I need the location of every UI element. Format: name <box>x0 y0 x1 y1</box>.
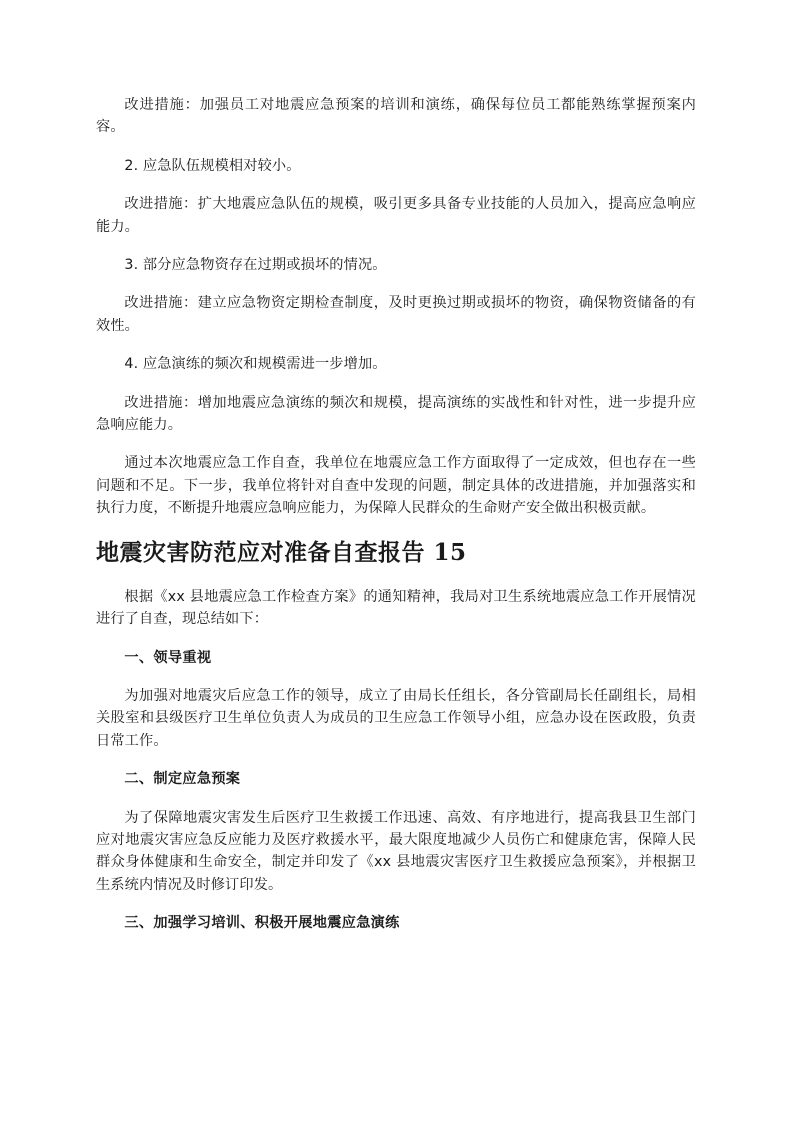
issue-item-3: 3. 部分应急物资存在过期或损坏的情况。 <box>124 257 387 274</box>
section-title: 地震灾害防范应对准备自查报告 15 <box>96 538 467 566</box>
sub-heading-leadership: 一、领导重视 <box>124 649 212 666</box>
sub-heading-training-drills: 三、加强学习培训、积极开展地震应急演练 <box>124 915 400 932</box>
improvement-measure-1: 改进措施：加强员工对地震应急预案的培训和演练，确保每位员工都能熟练掌握预案内容。 <box>96 97 696 136</box>
leadership-paragraph: 为加强对地震灾后应急工作的领导，成立了由局长任组长，各分管副局长任副组长，局相关股室和县级医疗卫生单位负责人为成员的卫生应急工作领导小组，应急办设在医政股，负责日常工作。 <box>96 687 696 749</box>
issue-item-4: 4. 应急演练的频次和规模需进一步增加。 <box>124 356 387 373</box>
conclusion-paragraph: 通过本次地震应急工作自查，我单位在地震应急工作方面取得了一定成效，但也存在一些问题和不足。下一步，我单位将针对自查中发现的问题，制定具体的改进措施，并加强落实和执行力度，不断提升地震应急响应能力，为保障人民群众的生命财产安全做出积极贡献。 <box>96 455 696 517</box>
section-intro: 根据《xx 县地震应急工作检查方案》的通知精神，我局对卫生系统地震应急工作开展情况进行了自查，现总结如下： <box>96 588 696 628</box>
improvement-measure-4: 改进措施：增加地震应急演练的频次和规模，提高演练的实战性和针对性，进一步提升应急响应能力。 <box>96 394 696 434</box>
issue-item-2: 2. 应急队伍规模相对较小。 <box>124 157 301 174</box>
document-page <box>96 94 696 951</box>
emergency-plan-paragraph: 为了保障地震灾害发生后医疗卫生救援工作迅速、高效、有序地进行，提高我县卫生部门应对地震灾害应急反应能力及医疗救援水平，最大限度地减少人员伤亡和健康危害，保障人民群众身体健康和生命安全，制定并印发了《xx 县地震灾害医疗卫生救援应急预案》，并根据卫生系统内情况及时修订印发。 <box>96 809 696 893</box>
improvement-measure-2: 改进措施：扩大地震应急队伍的规模，吸引更多具备专业技能的人员加入，提高应急响应能力。 <box>96 196 696 235</box>
sub-heading-emergency-plan: 二、制定应急预案 <box>124 771 241 788</box>
improvement-measure-3: 改进措施：建立应急物资定期检查制度，及时更换过期或损坏的物资，确保物资储备的有效性。 <box>96 295 696 334</box>
